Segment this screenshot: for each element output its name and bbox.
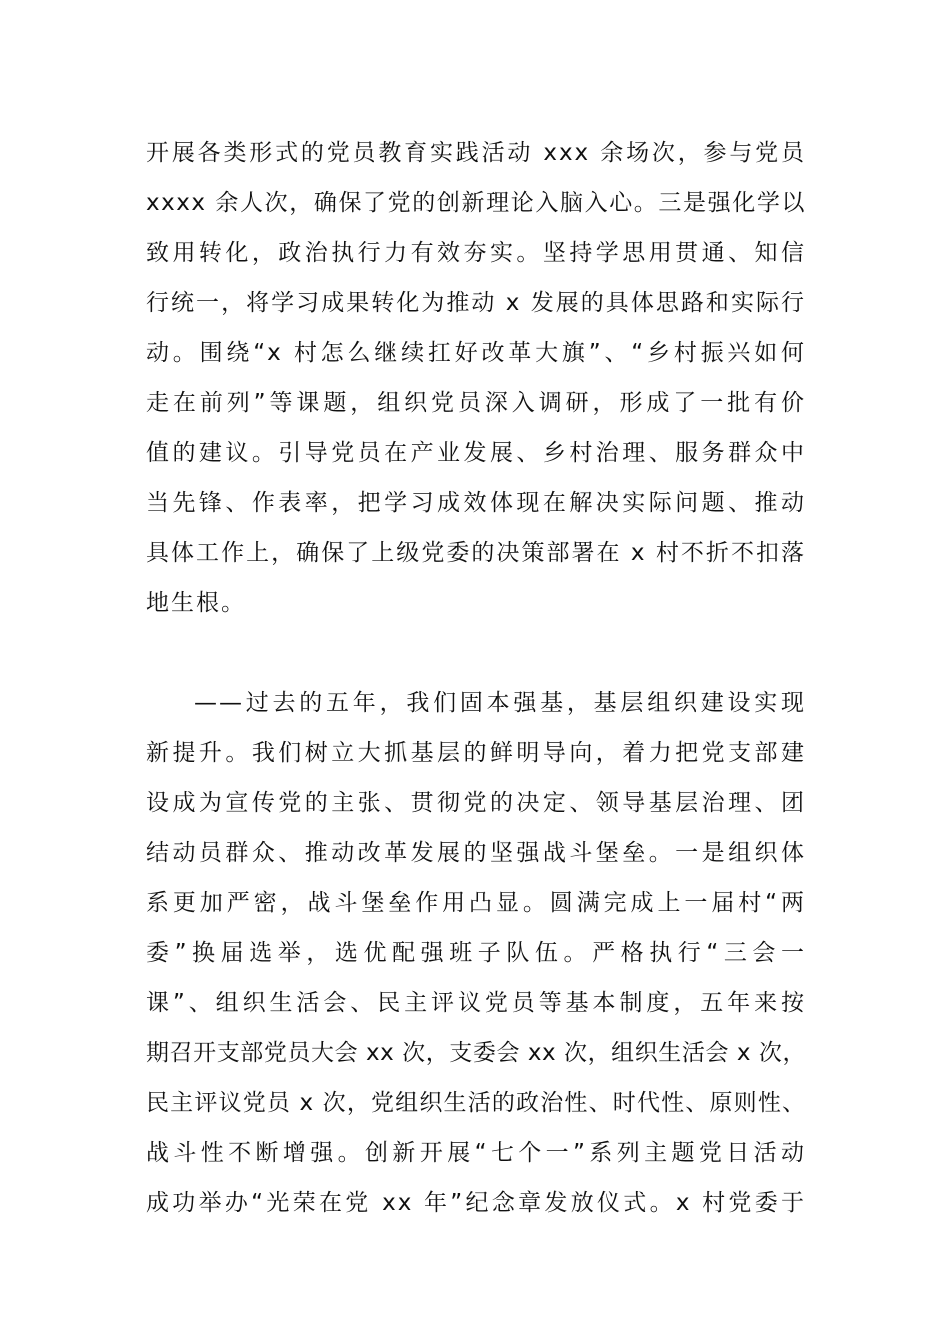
text-line: 行统一，将学习成果转化为推动 x 发展的具体思路和实际行 (146, 290, 806, 316)
text-line: 课”、组织生活会、民主评议党员等基本制度，五年来按 (146, 990, 806, 1016)
text-line: 新提升。我们树立大抓基层的鲜明导向，着力把党支部建 (146, 740, 806, 766)
text-line: 成功举办“光荣在党 xx 年”纪念章发放仪式。x 村党委于 (146, 1190, 806, 1216)
paragraph-1 (146, 136, 806, 636)
text-line: 具体工作上，确保了上级党委的决策部署在 x 村不折不扣落 (146, 540, 806, 566)
text-line: 开展各类形式的党员教育实践活动 xxx 余场次，参与党员 (146, 140, 806, 166)
text-line: xxxx 余人次，确保了党的创新理论入脑入心。三是强化学以 (146, 190, 806, 216)
text-line: 系更加严密，战斗堡垒作用凸显。圆满完成上一届村“两 (146, 890, 806, 916)
text-line: 结动员群众、推动改革发展的坚强战斗堡垒。一是组织体 (146, 840, 806, 866)
text-line: 期召开支部党员大会 xx 次，支委会 xx 次，组织生活会 x 次， (146, 1040, 806, 1066)
text-line: 设成为宣传党的主张、贯彻党的决定、领导基层治理、团 (146, 790, 806, 816)
text-line: 当先锋、作表率，把学习成效体现在解决实际问题、推动 (146, 490, 806, 516)
text-line: 值的建议。引导党员在产业发展、乡村治理、服务群众中 (146, 440, 806, 466)
text-line: 动。围绕“x 村怎么继续扛好改革大旗”、“乡村振兴如何 (146, 340, 806, 366)
text-line: 委”换届选举，选优配强班子队伍。严格执行“三会一 (146, 940, 806, 966)
paragraph-2 (146, 686, 806, 1236)
text-line: 战斗性不断增强。创新开展“七个一”系列主题党日活动 (146, 1140, 806, 1166)
document-page (146, 136, 806, 1236)
paragraph-gap (146, 636, 806, 686)
text-line: 地生根。 (146, 590, 246, 616)
text-line: 民主评议党员 x 次，党组织生活的政治性、时代性、原则性、 (146, 1090, 806, 1116)
text-line: ——过去的五年，我们固本强基，基层组织建设实现 (194, 690, 806, 716)
text-line: 致用转化，政治执行力有效夯实。坚持学思用贯通、知信 (146, 240, 806, 266)
text-line: 走在前列”等课题，组织党员深入调研，形成了一批有价 (146, 390, 806, 416)
